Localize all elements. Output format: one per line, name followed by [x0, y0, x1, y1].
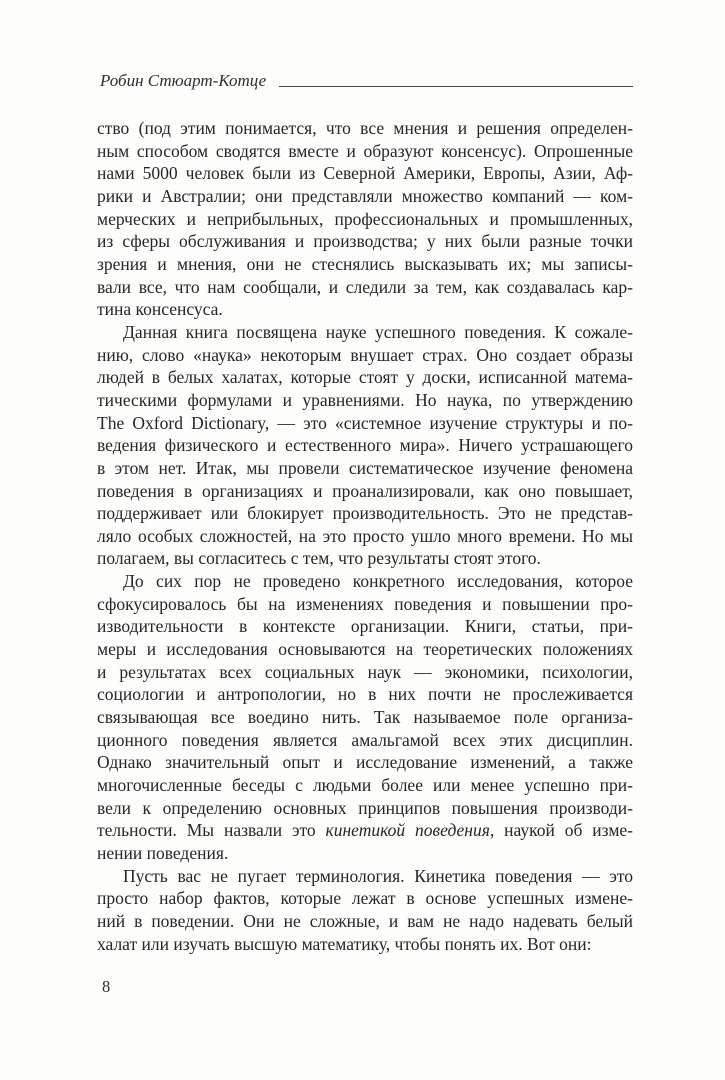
text-segment: нении поведения. — [97, 843, 229, 863]
text-line — [97, 865, 633, 888]
text-line — [97, 615, 633, 638]
text-line — [97, 185, 633, 208]
text-segment: в этом нет. Итак, мы провели систематическое изучение феномена — [97, 457, 633, 478]
text-segment: зрения и мнения, они не стеснялись высказывать их; мы записы- — [97, 253, 633, 274]
text-segment: ционного поведения является амальгамой всех этих дисциплин. — [97, 729, 633, 750]
text-line — [97, 344, 633, 367]
text-line — [97, 208, 633, 231]
text-line — [97, 661, 633, 684]
text-segment: рики и Австралии; они представляли множество компаний — ком- — [97, 185, 633, 206]
text-segment: из сферы обслуживания и производства; у них были разные точки — [97, 231, 633, 252]
text-segment: ляло особых сложностей, на это просто ушло много времени. Но мы — [97, 525, 633, 546]
text-line — [97, 253, 633, 276]
text-line — [97, 117, 633, 140]
text-segment: Пусть вас не пугает терминология. Кинетика поведения — это — [123, 865, 633, 886]
text-segment: Однако значительный опыт и исследование изменений, а также — [97, 752, 633, 773]
text-line — [97, 774, 633, 797]
text-segment: меры и исследования основываются на теоретических положениях — [97, 639, 633, 660]
text-line — [97, 819, 633, 842]
text-segment: ство (под этим понимается, что все мнения и решения определен- — [97, 118, 633, 138]
text-segment: и результатах всех социальных наук — экономики, психологии, — [97, 661, 633, 682]
text-segment: просто набор фактов, которые лежат в основе успешных измене- — [97, 888, 633, 909]
header-rule — [279, 86, 633, 87]
text-line — [97, 412, 633, 435]
text-segment: Данная книга посвящена науке успешного поведения. К сожале- — [123, 321, 633, 342]
text-line — [97, 457, 633, 480]
text-line — [97, 910, 633, 933]
text-line — [97, 887, 633, 910]
text-line — [97, 366, 633, 389]
text-segment: , наукой об изме- — [489, 820, 634, 841]
text-segment: тическими формулами и уравнениями. Но наука, по утверждению — [97, 389, 633, 410]
text-segment: ний в поведении. Они не сложные, и вам не надо надевать белый — [97, 910, 633, 931]
text-segment: ведения физического и естественного мира». Ничего устрашающего — [97, 435, 633, 456]
text-line — [97, 593, 633, 616]
text-segment: вели к определению основных принципов повышения производи- — [97, 797, 633, 818]
text-segment: многочисленные беседы с людьми более или менее успешно при- — [97, 775, 633, 796]
text-segment: поведения в организациях и проанализировали, как оно повышает, — [97, 480, 633, 501]
running-header-author: Робин Стюарт-Котце — [100, 71, 267, 90]
text-line — [97, 933, 633, 956]
running-header — [100, 71, 633, 91]
text-line — [97, 434, 633, 457]
text-segment: полагаем, вы согласитесь с тем, что результаты стоят этого. — [97, 548, 541, 569]
text-line — [97, 729, 633, 752]
text-segment: тельности. Мы назвали это — [97, 820, 326, 841]
text-segment: сфокусировалось бы на изменениях поведения и повышении про- — [97, 593, 633, 614]
text-segment: До сих пор не проведено конкретного исследования, которое — [123, 571, 633, 592]
text-segment: вали все, что нам сообщали, и следили за тем, как создавалась кар- — [97, 276, 633, 297]
text-line — [97, 547, 633, 570]
text-segment: The Oxford Dictionary, — это «системное изучение структуры и по- — [97, 412, 633, 433]
text-line — [97, 502, 633, 525]
text-segment: тина консенсуса. — [97, 299, 223, 320]
text-segment: халат или изучать высшую математику, чтобы понять их. Вот они: — [97, 933, 592, 954]
text-line — [97, 797, 633, 820]
text-line — [97, 706, 633, 729]
text-line — [97, 162, 633, 185]
text-segment: мерческих и неприбыльных, профессиональных и промышленных, — [97, 208, 633, 229]
text-segment: связывающая все воедино нить. Так называемое поле организа- — [97, 707, 633, 728]
text-segment: социологии и антропологии, но в них почти не прослеживается — [97, 684, 633, 705]
text-line — [97, 480, 633, 503]
page-number: 8 — [102, 977, 111, 996]
text-segment: нию, слово «наука» некоторым внушает страх. Оно создает образы — [97, 344, 633, 365]
text-line — [97, 298, 633, 321]
text-line — [97, 389, 633, 412]
text-segment: ным способом сводятся вместе и образуют консенсус). Опрошенные — [97, 140, 633, 161]
italic-term: кинетикой поведения — [325, 820, 490, 841]
body-text — [97, 117, 633, 955]
text-line — [97, 230, 633, 253]
text-line — [97, 683, 633, 706]
text-segment: нами 5000 человек были из Северной Америки, Европы, Азии, Аф- — [97, 163, 633, 184]
text-segment: поддерживает или блокирует производительность. Это не представ- — [97, 503, 633, 524]
text-line — [97, 638, 633, 661]
text-line — [97, 276, 633, 299]
text-line — [97, 842, 633, 865]
text-segment: людей в белых халатах, которые стоят у доски, исписанной матема- — [97, 367, 633, 388]
text-segment: изводительности в контексте организации. Книги, статьи, при- — [97, 616, 633, 637]
text-line — [97, 525, 633, 548]
text-line — [97, 570, 633, 593]
text-line — [97, 751, 633, 774]
text-line — [97, 140, 633, 163]
text-line — [97, 321, 633, 344]
